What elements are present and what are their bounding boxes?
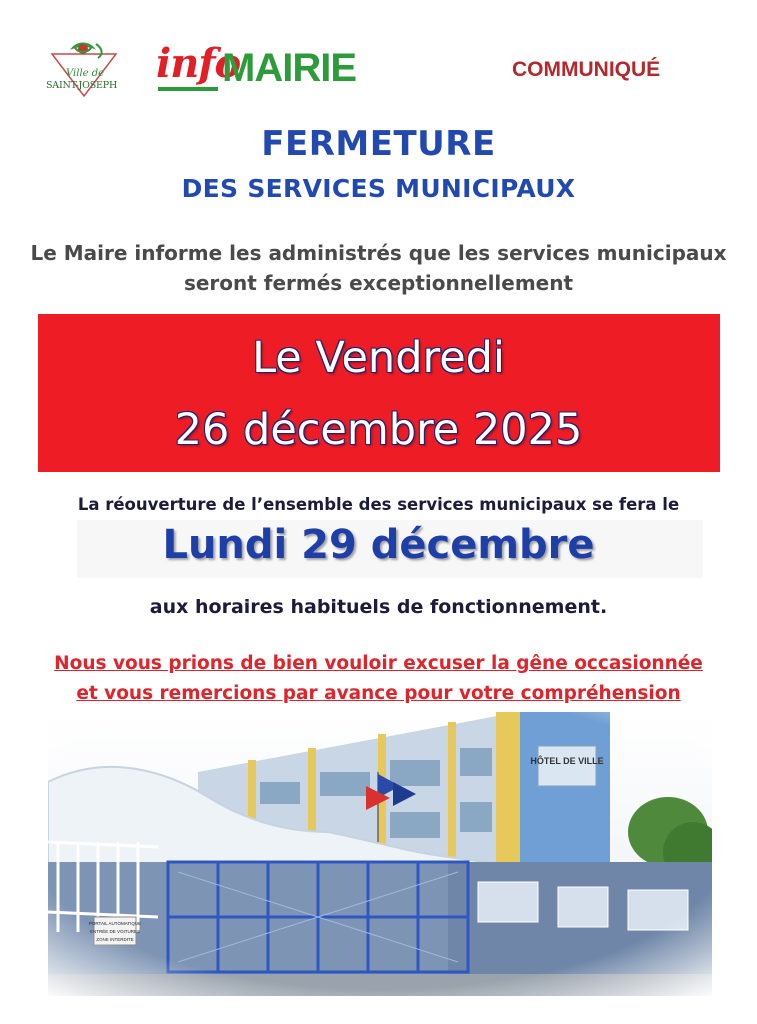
town-hall-photo bbox=[48, 712, 712, 996]
title-services: DES SERVICES MUNICIPAUX bbox=[181, 174, 576, 203]
reopening-text: La réouverture de l’ensemble des services municipaux se fera le bbox=[77, 495, 680, 514]
reopening-date: Lundi 29 décembre bbox=[162, 522, 595, 568]
title-fermeture: FERMETURE bbox=[261, 124, 496, 164]
reopening-hours: aux horaires habituels de fonctionnement. bbox=[149, 596, 608, 618]
logo-underline bbox=[158, 87, 218, 91]
town-hall-illustration bbox=[48, 712, 712, 996]
intro-line-2: seront fermés exceptionnellement bbox=[183, 271, 574, 295]
apology-line-1: Nous vous prions de bien vouloir excuser la gêne occasionnée bbox=[54, 653, 703, 674]
closure-date: 26 décembre 2025 bbox=[174, 405, 583, 455]
closure-day: Le Vendredi bbox=[252, 333, 505, 383]
intro-text bbox=[0, 238, 757, 298]
apology-line-2: et vous remercions par avance pour votre compréhension bbox=[76, 683, 681, 704]
infomairie-logo bbox=[46, 38, 356, 102]
intro-line-1: Le Maire informe les administrés que les services municipaux bbox=[30, 241, 727, 265]
communique-label: COMMUNIQUÉ bbox=[512, 58, 661, 81]
logo-info: info bbox=[156, 40, 241, 87]
logo-ville-de: Ville de bbox=[66, 68, 105, 79]
logo-mairie: MAIRIE bbox=[222, 46, 356, 90]
logo-saint-joseph: SAINT-JOSEPH bbox=[46, 80, 118, 91]
